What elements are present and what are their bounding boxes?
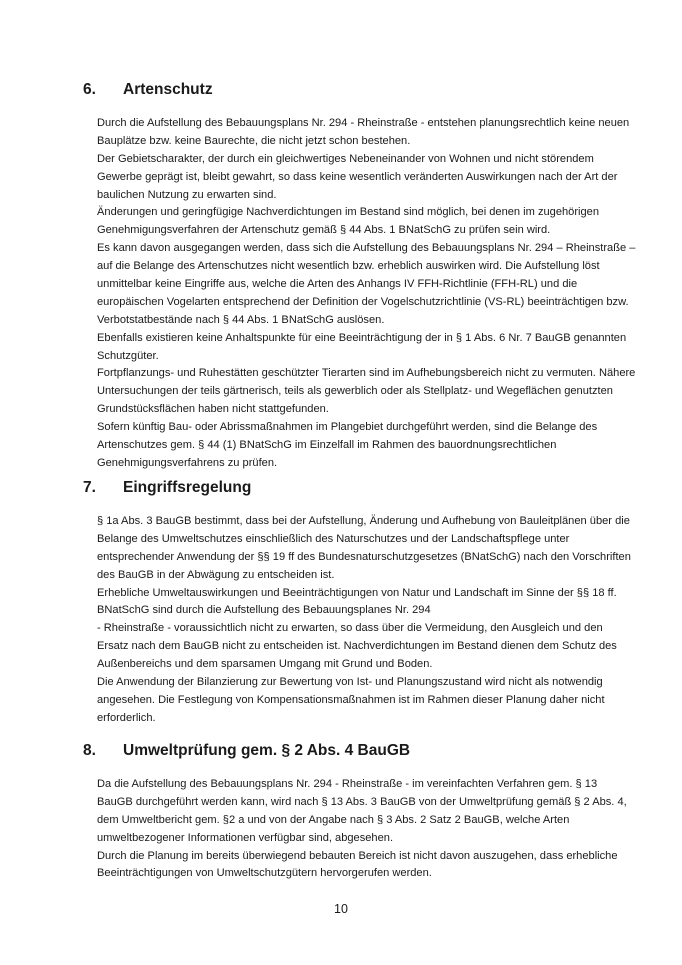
text-line: Belange des Umweltschutzes einschließlich des Naturschutzes und der Landschaftspflege unter — [97, 532, 570, 545]
text-line: Erhebliche Umweltauswirkungen und Beeinträchtigungen von Natur und Landschaft im Sinne der §§ 18 ff. — [97, 586, 617, 599]
section-number: 7. — [83, 479, 96, 496]
text-line: Artenschutzes gem. § 44 (1) BNatSchG im Einzelfall im Rahmen des bauordnungsrechtlichen — [97, 439, 557, 452]
text-line: Gewerbe geprägt ist, bleibt gewahrt, so dass keine wesentlich veränderten Auswirkungen nach der Art der — [97, 170, 618, 183]
text-line: Die Anwendung der Bilanzierung zur Bewertung von Ist- und Planungszustand wird nicht als notwendig — [97, 676, 603, 689]
text-line: - Rheinstraße - voraussichtlich nicht zu erwarten, so dass über die Vermeidung, den Ausgleich und den — [97, 622, 603, 635]
text-line: europäischen Vogelarten entsprechend der Definition der Vogelschutzrichtlinie (VS-RL) beeinträchtigen bzw. — [97, 295, 629, 308]
text-line: Fortpflanzungs- und Ruhestätten geschützter Tierarten sind im Aufhebungsbereich nicht zu vermuten. Nähere — [97, 367, 636, 380]
section-body — [97, 513, 631, 728]
text-line: Untersuchungen der teils gärtnerisch, teils als gewerblich oder als Stellplatz- und Wegeflächen genutzten — [97, 385, 613, 398]
text-line: Durch die Aufstellung des Bebauungsplans Nr. 294 - Rheinstraße - entstehen planungsrechtlich keine neuen — [97, 117, 630, 129]
text-line: Änderungen und geringfügige Nachverdichtungen im Bestand sind möglich, bei denen im zugehörigen — [97, 206, 600, 219]
text-line: BauGB durchgeführt werden kann, wird nach § 13 Abs. 3 BauGB von der Umweltprüfung gemäß § 2 Abs. 4, — [97, 795, 627, 808]
text-line: Beeinträchtigungen von Umweltschutzgütern hervorgerufen werden. — [97, 867, 432, 880]
section-body — [97, 115, 636, 473]
text-line: Da die Aufstellung des Bebauungsplans Nr. 294 - Rheinstraße - im vereinfachten Verfahren gem. § 13 — [97, 778, 598, 790]
text-line: Genehmigungsverfahren der Artenschutz gemäß § 44 Abs. 1 BNatSchG zu prüfen sein wird. — [97, 224, 551, 237]
text-line: angesehen. Die Festlegung von Kompensationsmaßnahmen ist im Rahmen dieser Planung daher nicht — [97, 693, 605, 706]
text-line: erforderlich. — [97, 711, 156, 724]
text-line: BNatSchG sind durch die Aufstellung des Bebauungsplanes Nr. 294 — [97, 604, 431, 617]
text-line: Sofern künftig Bau- oder Abrissmaßnahmen im Plangebiet durchgeführt werden, sind die Belange des — [97, 421, 598, 434]
text-line: Der Gebietscharakter, der durch ein gleichwertiges Nebeneinander von Wohnen und nicht störendem — [97, 152, 594, 165]
text-line: Schutzgüter. — [97, 349, 159, 362]
text-line: Bauplätze bzw. keine Baurechte, die nicht jetzt schon bestehen. — [97, 134, 411, 147]
section-title: Umweltprüfung gem. § 2 Abs. 4 BauGB — [123, 742, 411, 759]
text-line: Grundstücksflächen haben nicht stattgefunden. — [97, 403, 329, 416]
section-title: Artenschutz — [123, 81, 213, 98]
section-number: 6. — [83, 81, 96, 98]
text-line: baulichen Nutzung zu erwarten sind. — [97, 188, 277, 201]
text-line: des BauGB in der Abwägung zu entscheiden ist. — [97, 568, 335, 581]
text-line: entsprechender Anwendung der §§ 19 ff des Bundesnaturschutzgesetzes (BNatSchG) nach den Vorschriften — [97, 550, 631, 563]
section-number: 8. — [83, 742, 96, 759]
text-line: Ersatz nach dem BauGB nicht zu entscheiden ist. Nachverdichtungen im Bestand dienen dem Schutz des — [97, 640, 617, 653]
text-line: unmittelbar keine Eingriffe aus, welche die Arten des Anhangs IV FFH-Richtlinie (FFH-RL) und die — [97, 278, 578, 291]
section-body — [97, 776, 627, 883]
text-line: umweltbezogener Informationen verfügbar sind, abgesehen. — [97, 831, 394, 844]
text-line: Verbotstatbestände nach § 44 Abs. 1 BNatSchG auslösen. — [97, 313, 385, 326]
text-line: Außenbereichs und dem sparsamen Umgang mit Grund und Boden. — [97, 658, 433, 671]
text-line: dem Umweltbericht gem. §2 a und von der Angabe nach § 3 Abs. 2 Satz 2 BauGB, welche Arten — [97, 813, 570, 826]
text-line: auf die Belange des Artenschutzes nicht wesentlich bzw. erheblich auswirken wird. Die Aufstellung löst — [97, 260, 600, 273]
text-line: Ebenfalls existieren keine Anhaltspunkte für eine Beeinträchtigung der in § 1 Abs. 6 Nr. 7 BauGB genannten — [97, 331, 627, 344]
text-line: Genehmigungsverfahrens zu prüfen. — [97, 456, 278, 469]
text-line: § 1a Abs. 3 BauGB bestimmt, dass bei der Aufstellung, Änderung und Aufhebung von Bauleitplänen über die — [97, 515, 630, 527]
text-line: Es kann davon ausgegangen werden, dass sich die Aufstellung des Bebauungsplans Nr. 294 – Rheinstraße – — [97, 242, 636, 255]
text-line: Durch die Planung im bereits überwiegend bebauten Bereich ist nicht davon auszugehen, dass erhebliche — [97, 849, 618, 862]
section-title: Eingriffsregelung — [123, 479, 252, 496]
page-number: 10 — [334, 902, 348, 916]
